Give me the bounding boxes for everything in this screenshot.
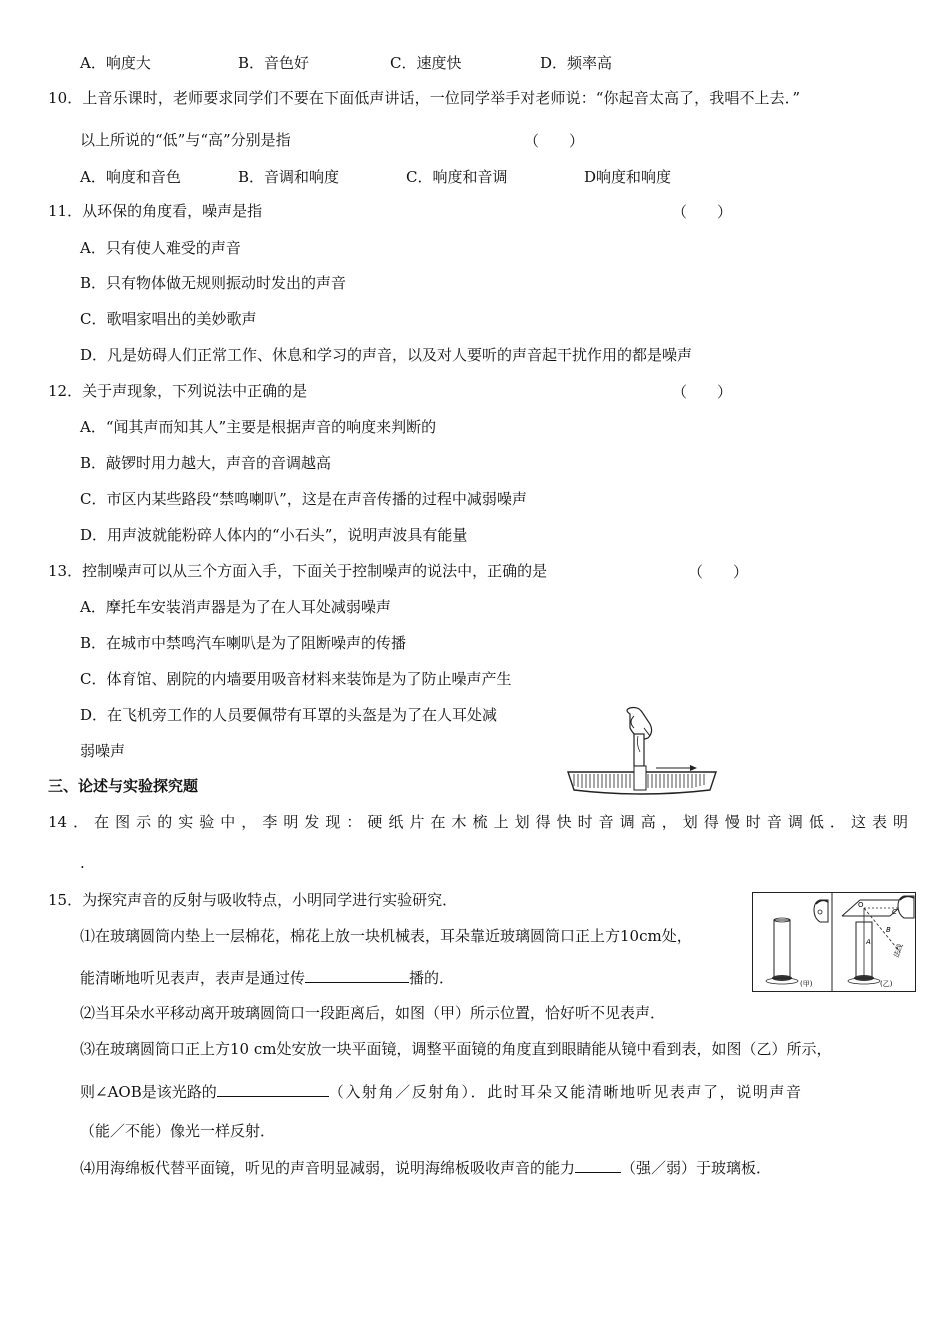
q15-part3-text-end: （入射角／反射角）．此时耳朵又能清晰地听见表声了，说明声音 xyxy=(328,1083,803,1101)
q12-option-b: B．敲锣时用力越大，声音的音调越高 xyxy=(80,454,332,472)
q15-part4-text-end: （强／弱）于玻璃板． xyxy=(621,1159,772,1177)
q10-option-d: D响度和响度 xyxy=(584,168,672,186)
q15-stem: 15．为探究声音的反射与吸收特点，小明同学进行实验研究． xyxy=(48,891,458,909)
q15-part3-line2 xyxy=(80,1080,803,1102)
q15-part2: ⑵当耳朵水平移动离开玻璃圆筒口一段距离后，如图（甲）所示位置，恰好听不见表声． xyxy=(80,1004,666,1022)
figure-label-normal: 法线 xyxy=(892,942,905,959)
q11-answer-paren: （ ） xyxy=(672,203,733,221)
q10-stem: 10．上音乐课时，老师要求同学们不要在下面低声讲话，一位同学举手对老师说：“你起音太高了，我唱不上去．” xyxy=(48,89,801,107)
q9-option-a: A．响度大 xyxy=(80,54,151,72)
q15-part3-blank[interactable] xyxy=(217,1080,329,1097)
q15-part3-line1: ⑶在玻璃圆筒口正上方10 cm处安放一块平面镜，调整平面镜的角度直到眼睛能从镜中看到表，如图（乙）所示， xyxy=(80,1040,832,1058)
figure-label-o: O xyxy=(858,901,864,909)
reflection-experiment-figure xyxy=(752,892,916,992)
q15-part1-text: 能清晰地听见表声，表声是通过传 xyxy=(80,969,306,987)
q12-stem: 12．关于声现象，下列说法中正确的是 xyxy=(48,382,308,400)
q10-option-b: B．音调和响度 xyxy=(238,168,340,186)
q12-option-c: C．市区内某些路段“禁鸣喇叭”，这是在声音传播的过程中减弱噪声 xyxy=(80,490,527,508)
q11-stem: 11．从环保的角度看，噪声是指 xyxy=(48,202,263,220)
q15-part1-line1: ⑴在玻璃圆筒内垫上一层棉花，棉花上放一块机械表，耳朵靠近玻璃圆筒口正上方10cm处， xyxy=(80,927,692,945)
q13-option-a: A．摩托车安装消声器是为了在人耳处减弱噪声 xyxy=(80,598,391,616)
q13-stem: 13．控制噪声可以从三个方面入手，下面关于控制噪声的说法中，正确的是 xyxy=(48,562,548,580)
q13-option-d-continued: 弱噪声 xyxy=(80,742,126,760)
q15-part4-blank[interactable] xyxy=(575,1156,621,1173)
q14-end: . xyxy=(80,854,85,872)
q12-option-d: D．用声波就能粉碎人体内的“小石头”，说明声波具有能量 xyxy=(80,526,468,544)
q10-answer-paren: （ ） xyxy=(524,132,585,150)
figure-label-a: A xyxy=(866,938,871,946)
q10-stem-line2: 以上所说的“低”与“高”分别是指 xyxy=(80,131,291,149)
q15-part4 xyxy=(80,1156,771,1178)
q15-part1-text-end: 播的． xyxy=(409,969,455,987)
q12-option-a: A．“闻其声而知其人”主要是根据声音的响度来判断的 xyxy=(80,418,437,436)
q11-option-c: C．歌唱家唱出的美妙歌声 xyxy=(80,310,257,328)
q14-stem: 14．在图示的实验中，李明发现：硬纸片在木梳上划得快时音调高，划得慢时音调低．这表明 xyxy=(48,813,908,831)
figure-label-b: B xyxy=(886,926,891,934)
q9-option-b: B．音色好 xyxy=(238,54,310,72)
q11-option-d: D．凡是妨碍人们正常工作、休息和学习的声音，以及对人要听的声音起干扰作用的都是噪声 xyxy=(80,346,693,364)
q11-option-a: A．只有使人难受的声音 xyxy=(80,239,241,257)
q13-option-d: D．在飞机旁工作的人员要佩带有耳罩的头盔是为了在人耳处减 xyxy=(80,706,498,724)
section-3-title: 三、论述与实验探究题 xyxy=(48,777,199,795)
q9-option-d: D．频率高 xyxy=(540,54,613,72)
q13-answer-paren: （ ） xyxy=(688,563,749,581)
q15-part3-text: 则∠AOB是该光路的 xyxy=(80,1083,217,1101)
q13-option-c: C．体育馆、剧院的内墙要用吸音材料来装饰是为了防止噪声产生 xyxy=(80,670,512,688)
comb-experiment-figure xyxy=(564,706,720,802)
q9-option-c: C．速度快 xyxy=(390,54,462,72)
q10-option-c: C．响度和音调 xyxy=(406,168,508,186)
q15-part3-line3: （能／不能）像光一样反射． xyxy=(80,1122,276,1140)
figure-label-jia: (甲) xyxy=(800,980,813,988)
q15-part4-text: ⑷用海绵板代替平面镜，听见的声音明显减弱，说明海绵板吸收声音的能力 xyxy=(80,1159,576,1177)
q15-part1-blank[interactable] xyxy=(305,966,409,983)
q15-part1-line2 xyxy=(80,966,454,988)
figure-label-c: C xyxy=(892,908,897,916)
q13-option-b: B．在城市中禁鸣汽车喇叭是为了阻断噪声的传播 xyxy=(80,634,407,652)
q11-option-b: B．只有物体做无规则振动时发出的声音 xyxy=(80,274,347,292)
q10-option-a: A．响度和音色 xyxy=(80,168,181,186)
figure-label-yi: (乙) xyxy=(880,980,893,988)
q12-answer-paren: （ ） xyxy=(672,383,733,401)
